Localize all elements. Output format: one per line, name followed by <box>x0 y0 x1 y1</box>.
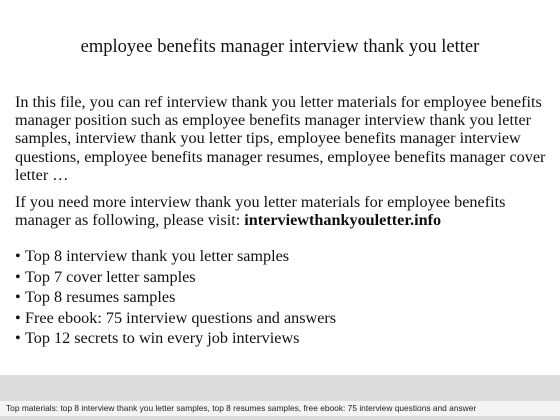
bullet-icon: • <box>15 308 21 327</box>
list-item-label: Free ebook: 75 interview questions and answers <box>25 308 337 327</box>
list-item-label: Top 12 secrets to win every job interviews <box>25 329 300 348</box>
bullet-icon: • <box>15 288 21 307</box>
list-item <box>15 246 545 267</box>
list-item <box>15 328 545 349</box>
bullet-icon: • <box>15 329 21 348</box>
bullet-icon: • <box>15 267 21 286</box>
website-link[interactable]: interviewthankyouletter.info <box>244 211 442 230</box>
list-item-label: Top 8 interview thank you letter samples <box>25 247 290 265</box>
bullet-icon: • <box>15 247 21 265</box>
intro-paragraph: In this file, you can ref interview thank you letter materials for employee benefits manager position such as employee benefits manager interview thank you letter samples, interview thank you letter tips, employee benefits manager interview questions, employee benefits manager resumes, employee benefits manager cover letter … <box>15 93 546 184</box>
visit-paragraph <box>15 193 550 229</box>
list-item <box>15 308 545 329</box>
list-item <box>15 287 545 308</box>
visit-paragraph-text: If you need more interview thank you letter materials for employee benefits manager as following, please visit: <box>15 193 506 230</box>
materials-list <box>15 246 545 349</box>
footer-text: Top materials: top 8 interview thank you letter samples, top 8 resumes samples, free ebook: 75 interview questions and answer <box>6 403 477 413</box>
list-item-label: Top 8 resumes samples <box>25 288 176 307</box>
list-item <box>15 267 545 288</box>
page-title: employee benefits manager interview thank you letter <box>80 37 480 57</box>
list-item-label: Top 7 cover letter samples <box>25 267 196 286</box>
